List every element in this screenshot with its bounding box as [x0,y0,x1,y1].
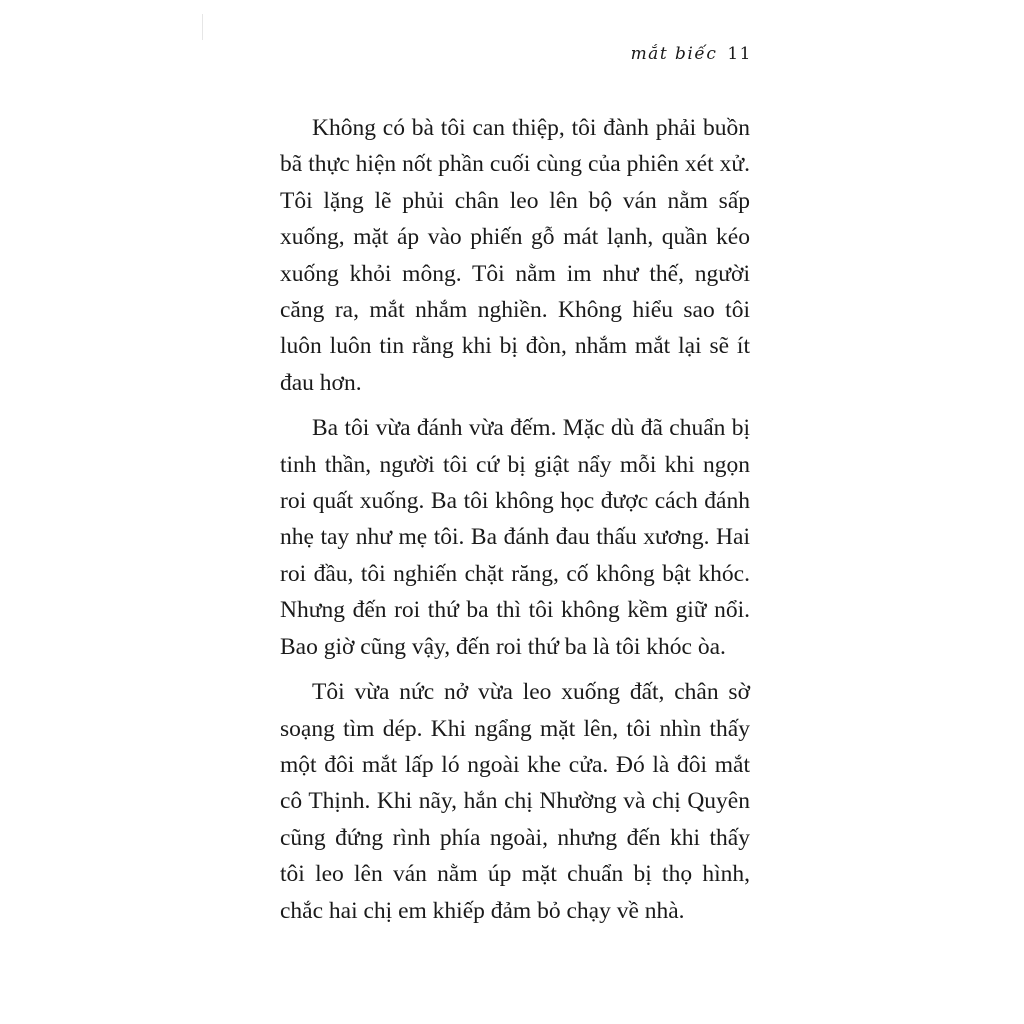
paragraph: Ba tôi vừa đánh vừa đếm. Mặc dù đã chuẩn bị tinh thần, người tôi cứ bị giật nẩy mỗi khi ngọn roi quất xuống. Ba tôi không học được cách đánh nhẹ tay như mẹ tôi. Ba đánh đau thấu xương. Hai roi đầu, tôi nghiến chặt răng, cố không bật khóc. Nhưng đến roi thứ ba thì tôi không kềm giữ nổi. Bao giờ cũng vậy, đến roi thứ ba là tôi khóc òa. [280,415,750,660]
paragraph: Tôi vừa nức nở vừa leo xuống đất, chân sờ soạng tìm dép. Khi ngẩng mặt lên, tôi nhìn thấy một đôi mắt lấp ló ngoài khe cửa. Đó là đôi mắt cô Thịnh. Khi nãy, hắn chị Nhường và chị Quyên cũng đứng rình phía ngoài, nhưng đến khi thấy tôi leo lên ván nằm úp mặt chuẩn bị thọ hình, chắc hai chị em khiếp đảm bỏ chạy về nhà. [280,679,750,924]
book-title: mắt biếc [630,44,718,64]
scan-edge-mark [202,14,203,40]
page-number: 11 [727,44,752,64]
running-header [631,44,752,64]
paragraph: Không có bà tôi can thiệp, tôi đành phải buồn bã thực hiện nốt phần cuối cùng của phiên xét xử. Tôi lặng lẽ phủi chân leo lên bộ ván nằm sấp xuống, mặt áp vào phiến gỗ mát lạnh, quần kéo xuống khỏi mông. Tôi nằm im như thế, người căng ra, mắt nhắm nghiền. Không hiểu sao tôi luôn luôn tin rằng khi bị đòn, nhắm mắt lại sẽ ít đau hơn. [280,115,750,396]
body-text [280,110,750,938]
